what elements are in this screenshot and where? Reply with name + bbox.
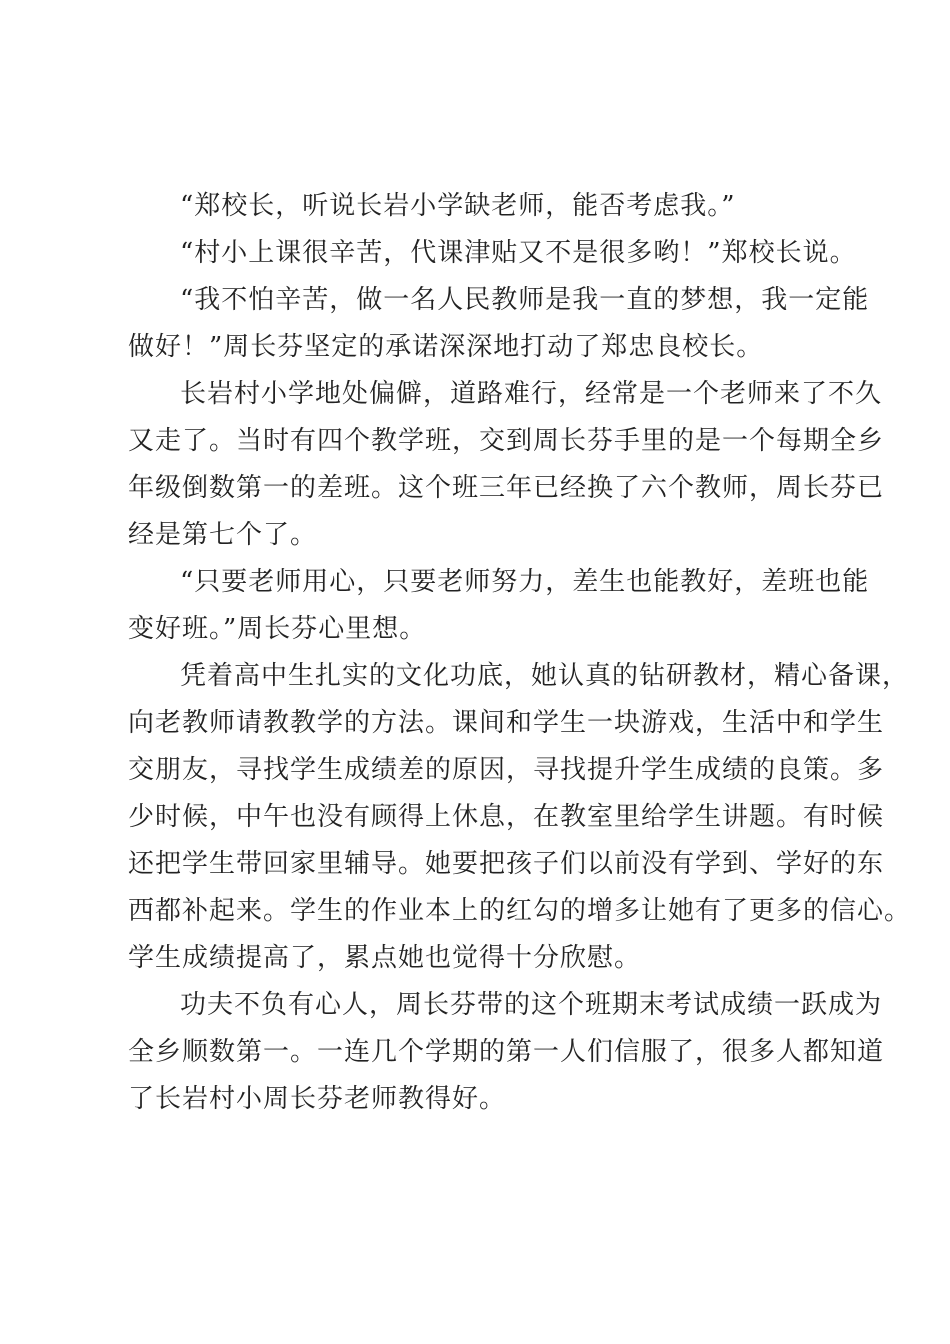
text-line: 了长岩村小周长芬老师教得好。 — [128, 1084, 507, 1114]
paragraph — [128, 371, 885, 559]
text-line: 向老教师请教教学的方法。课间和学生一块游戏，生活中和学生 — [128, 708, 885, 738]
text-line: 交朋友，寻找学生成绩差的原因，寻找提升学生成绩的良策。多 — [128, 755, 885, 785]
text-line: 少时候，中午也没有顾得上休息，在教室里给学生讲题。有时候 — [128, 802, 885, 832]
paragraph — [128, 183, 840, 230]
text-line: 变好班。”周长芬心里想。 — [128, 614, 427, 644]
text-line: 功夫不负有心人，周长芬带的这个班期末考试成绩一跃成为 — [180, 990, 883, 1020]
text-line: 又走了。当时有四个教学班，交到周长芬手里的是一个每期全乡 — [128, 426, 885, 456]
paragraph — [128, 277, 870, 371]
text-line: 凭着高中生扎实的文化功底，她认真的钻研教材，精心备课， — [180, 661, 910, 691]
text-line: “我不怕辛苦，做一名人民教师是我一直的梦想，我一定能 — [180, 285, 870, 315]
text-line: “村小上课很辛苦，代课津贴又不是很多哟！”郑校长说。 — [180, 238, 857, 268]
document-body — [128, 183, 912, 1123]
text-line: 做好！”周长芬坚定的承诺深深地打动了郑忠良校长。 — [128, 332, 764, 362]
text-line: 长岩村小学地处偏僻，道路难行，经常是一个老师来了不久 — [180, 379, 883, 409]
paragraph — [128, 559, 870, 653]
text-line: 经是第七个了。 — [128, 520, 318, 550]
text-line: 学生成绩提高了，累点她也觉得十分欣慰。 — [128, 943, 642, 973]
paragraph — [128, 653, 912, 982]
text-line: 年级倒数第一的差班。这个班三年已经换了六个教师，周长芬已 — [128, 473, 885, 503]
text-line: “只要老师用心，只要老师努力，差生也能教好，差班也能 — [180, 567, 870, 597]
paragraph — [128, 982, 885, 1123]
paragraph — [128, 230, 857, 277]
text-line: 全乡顺数第一。一连几个学期的第一人们信服了，很多人都知道 — [128, 1037, 885, 1067]
text-line: 还把学生带回家里辅导。她要把孩子们以前没有学到、学好的东 — [128, 849, 885, 879]
text-line: 西都补起来。学生的作业本上的红勾的增多让她有了更多的信心。 — [128, 896, 912, 926]
text-line: “郑校长，听说长岩小学缺老师，能否考虑我。” — [180, 191, 736, 221]
